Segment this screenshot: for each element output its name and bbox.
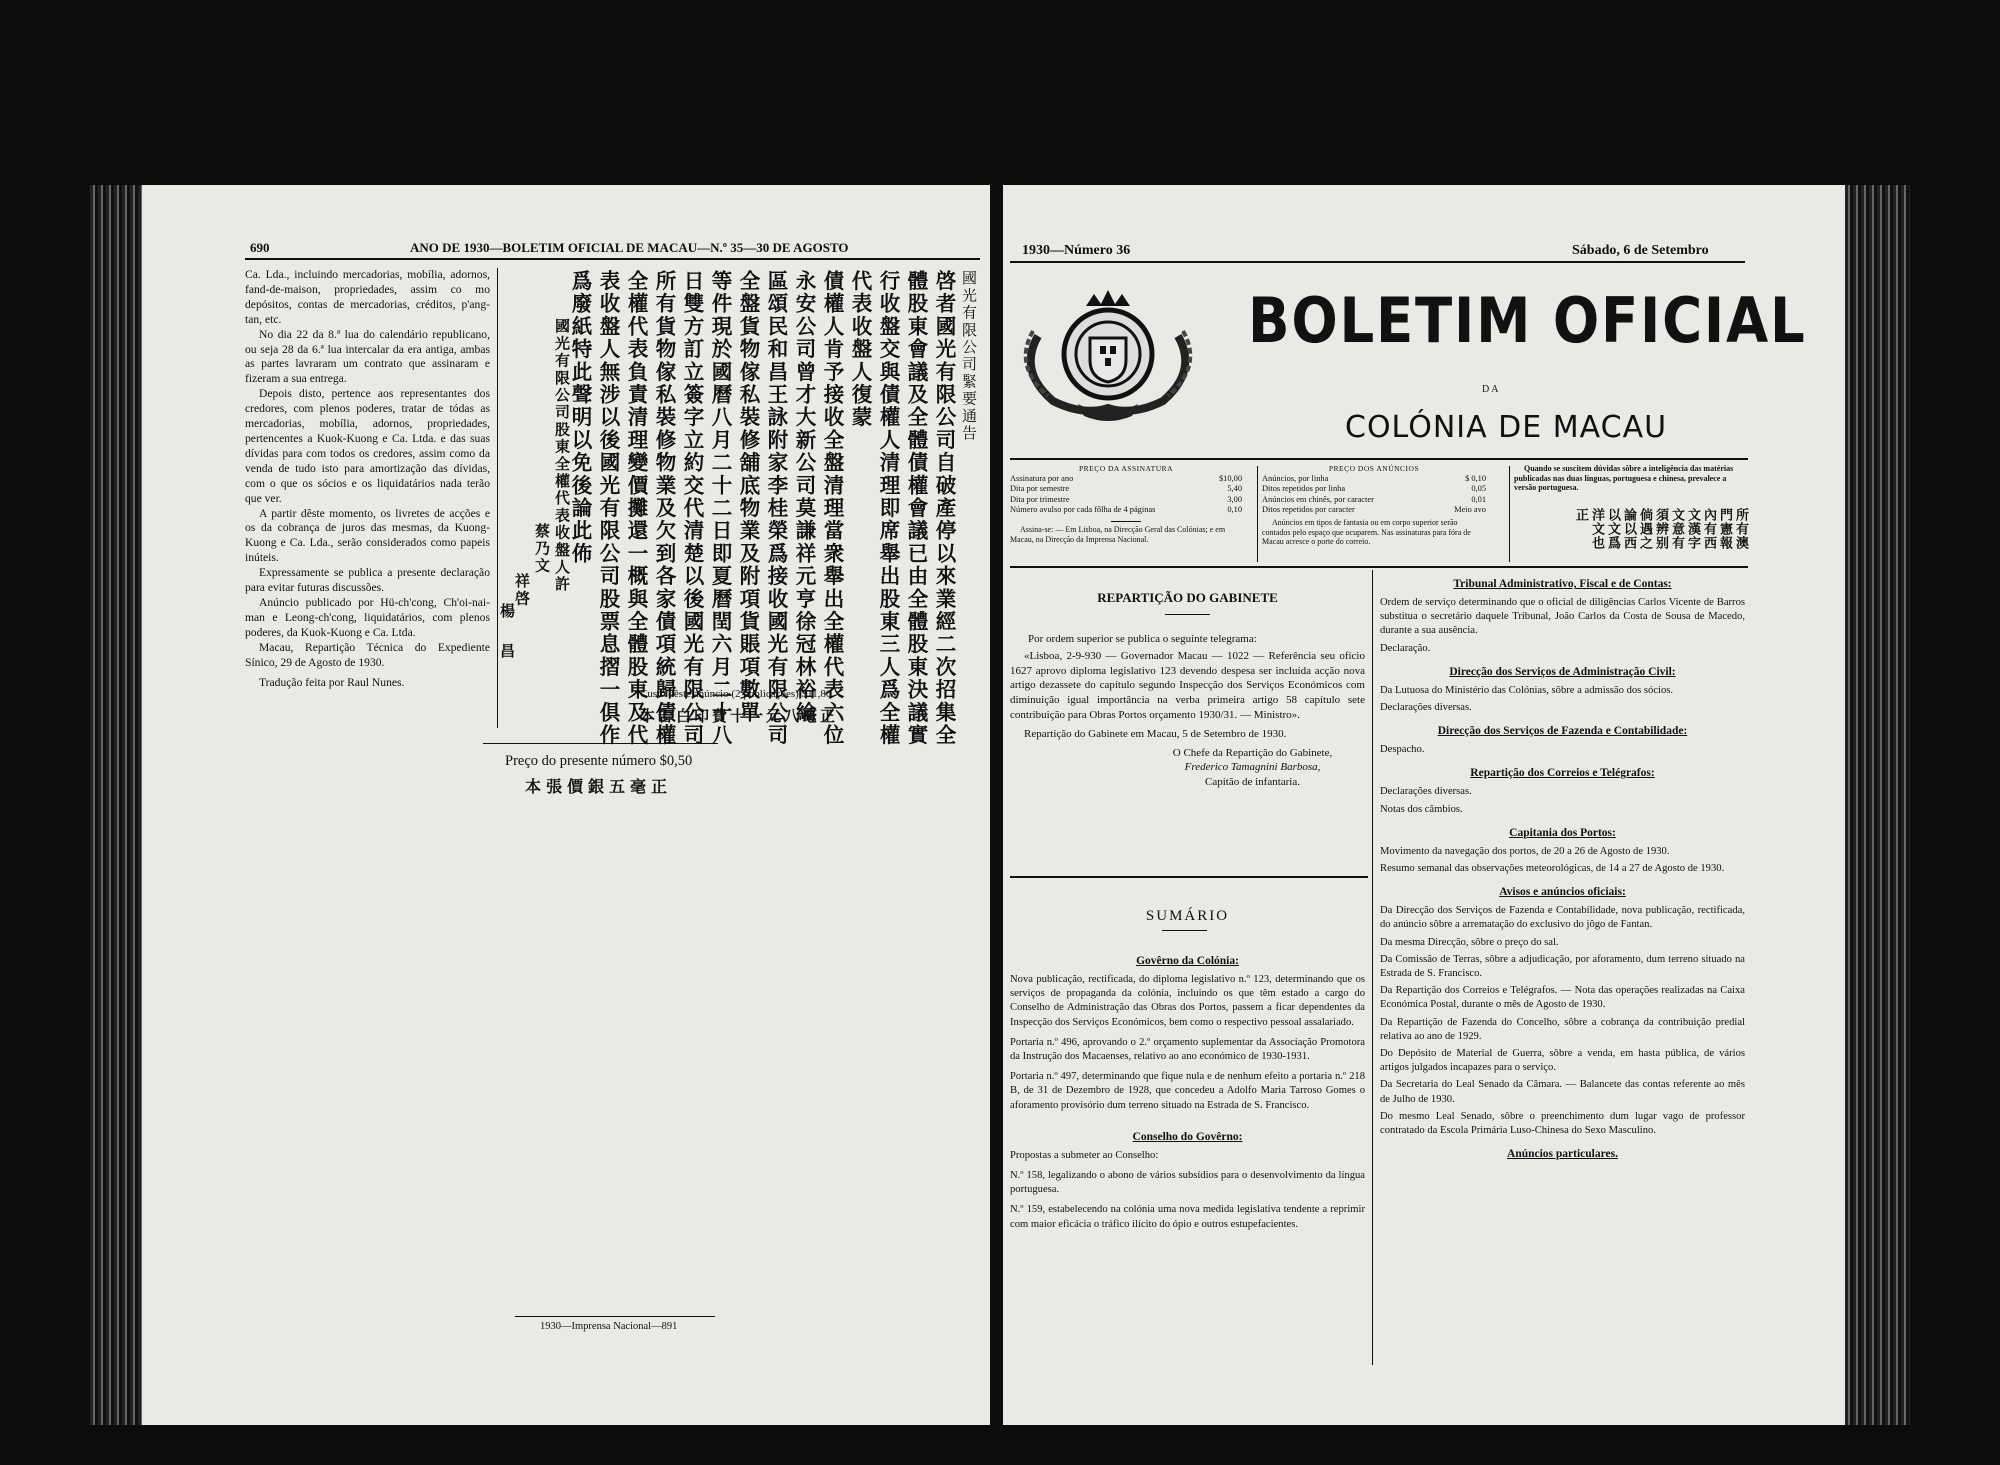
gabinete-place-date: Repartição do Gabinete em Macau, 5 de Setembro de 1930. — [1024, 727, 1287, 740]
right-header-rule — [1010, 261, 1745, 263]
price-rule — [483, 743, 718, 744]
footer-rule — [515, 1316, 715, 1317]
notice-paragraph: Depois disto, pertence aos representantes dos credores, com plenos poderes, tratar de tódas as mercadorias, mobília, adornos, propriedades, pertencentes a Kuok-Kuong e Ca. Ltda. e das suas dívidas para com todos os credores, assim como da venda de tudo isto para amortização das dívidas, com o que os sócios e os liquidatários nada terão que ver. — [245, 387, 490, 505]
price-label: Anúncios em chinês, por caracter — [1262, 494, 1374, 504]
price-label: Número avulso por cada fôlha de 4 páginas — [1010, 504, 1156, 514]
ads-note: Anúncios em tipos de fantasia ou em corpo superior serão contados pelo espaço que ocuparem. Nas assinaturas para fóra de Macau acresce o porte do correio. — [1262, 518, 1471, 547]
price-row — [1262, 474, 1486, 484]
chinese-notice-column: 全權代表負責清理變價攤還一概與全體股東及代 — [624, 270, 648, 747]
sumario-section-title: Repartição dos Correios e Telégrafos: — [1470, 767, 1655, 780]
price-value: $10,00 — [1218, 474, 1242, 484]
left-page-edge — [90, 185, 142, 1425]
issue-price-chinese: 本張價銀五毫正 — [525, 777, 673, 796]
issue-number: 1930—Número 36 — [1022, 243, 1131, 258]
gabinete-body — [1010, 632, 1365, 790]
chinese-note-column: 門憲報 — [1717, 508, 1732, 550]
chinese-note-column: 文漢字 — [1685, 508, 1700, 550]
price-value: 0,01 — [1471, 494, 1486, 504]
price-label: Ditos repetidos por caracter — [1262, 504, 1355, 514]
price-value: 5,40 — [1227, 484, 1242, 494]
notice-paragraph: Ca. Lda., incluindo mercadorias, mobília, adornos, fand-de-maison, propriedades, assim co mo depósitos, contas de mercadorias, créditos, p'ang-tan, etc. — [245, 268, 490, 326]
price-value: 0,05 — [1471, 484, 1486, 494]
chinese-note-column: 正 — [1573, 508, 1588, 522]
chinese-notice-column: 全盤貨物傢私裝修舖底物業及附項貨賬項數單 — [736, 270, 760, 724]
sumario-item: Da Secretaria do Leal Senado da Câmara. — Balancete das contas referente ao mês de Julho de 1930. — [1380, 1079, 1745, 1105]
signature-line: Capitão de infantaria. — [1205, 776, 1300, 789]
sumario-item: Despacho. — [1380, 744, 1425, 756]
chinese-note-column: 內有西 — [1701, 508, 1716, 550]
sumario-item: Da Lutuosa do Ministério das Colónias, sôbre a admissão dos sócios. — [1380, 684, 1674, 696]
price-row — [1010, 495, 1242, 505]
sumario-item: Do Depósito de Material de Guerra, sôbre a venda, em hasta pública, de vários artigos julgados incapazes para o serviço. — [1380, 1048, 1745, 1074]
price-row — [1010, 484, 1242, 494]
sumario-right-column — [1380, 578, 1745, 1166]
column-divider — [497, 268, 498, 728]
sumario-item: Portaria n.º 496, aprovando o 2.º orçamento suplementar da Associação Promotora da Instrução dos Macaenses, relativo ao ano económico de 1930-1931. — [1010, 1036, 1365, 1063]
sumario-item: Portaria n.º 497, determinando que fique nula e de nenhum efeito a portaria n.º 218 B, de 31 de Dezembro de 1928, que concedeu a Adolfo Maria Tarroso Gomes o aforamento provisório dum terreno situado na Estrada de S. Francisco. — [1010, 1071, 1365, 1111]
center-column-divider — [1372, 570, 1373, 1365]
sumario-item: Da Repartição de Fazenda do Concelho, sôbre a cobrança da contribuição predial relativa ao ano de 1929. — [1380, 1016, 1745, 1042]
sumario-item: Ordem de serviço determinando que o oficial de diligências Carlos Vicente de Barros substitua o secretário daquele Tribunal, João Carlos da Costa de Sousa de Macedo, durante a sua ausência. — [1380, 597, 1745, 637]
sumario-item: Propostas a submeter ao Conselho: — [1010, 1149, 1159, 1161]
sumario-section-title: Conselho do Govêrno: — [1132, 1130, 1243, 1143]
language-note: Quando se suscitem dúvidas sôbre a inteligência das matérias publicadas nas duas línguas, portuguesa e chinesa, prevalece a versão portuguesa. — [1514, 464, 1734, 493]
left-page-number: 690 — [250, 240, 270, 255]
notice-paragraph: No dia 22 da 8.ª lua do calendário republicano, ou seja 28 da 6.ª lua intercalar da era antiga, ambas as partes lavraram um contrato que assinaram e fizeram a sua entrega. — [245, 327, 490, 386]
sumario-section-title: Anúncios particulares. — [1507, 1148, 1618, 1161]
sumario-item: Da Comissão de Terras, sôbre a adjudicação, por aforamento, dum terreno situado na Estrada de S. Francisco. — [1380, 953, 1745, 980]
chinese-notice-column: 代表收盤人復蒙 — [848, 270, 872, 429]
signature-column: 蔡乃文 — [533, 523, 551, 575]
chinese-notice-column: 日雙方訂立簽字立約交代清楚以後國光有限公司 — [680, 270, 704, 747]
sumario-item: Movimento da navegação dos portos, de 20 a 26 de Agosto de 1930. — [1380, 845, 1670, 857]
sumario-item: Do mesmo Leal Senado, sôbre o preenchimento dum lugar vago de professor contratado da Escola Primária Luso-Chinesa do Sexo Masculino. — [1380, 1110, 1745, 1137]
chinese-notice-column: 債權人肯予接收全盤清理當衆舉出全權代表六位 — [820, 270, 844, 747]
sumario-section-title: Capitania dos Portos: — [1509, 826, 1616, 839]
chinese-notice-title: 國光有限公司緊要通告 — [960, 270, 978, 442]
coat-of-arms-icon — [1008, 276, 1208, 426]
portuguese-notice — [245, 268, 490, 691]
price-value: $ 0,10 — [1465, 474, 1486, 484]
chinese-notice-column: 體股東會議及全體債權會議已由全體股東決議實 — [904, 270, 928, 747]
issue-price: Preço do presente número $0,50 — [505, 753, 693, 769]
left-page-footer: 1930—Imprensa Nacional—891 — [540, 1321, 678, 1332]
chinese-note-column: 文意有 — [1669, 508, 1684, 550]
prices-bottom-rule — [1010, 566, 1748, 568]
gabinete-intro: Por ordem superior se publica o seguinte telegrama: — [1028, 633, 1257, 645]
ads-prices — [1262, 464, 1486, 547]
price-label: Anúncios, por linha — [1262, 474, 1329, 484]
signature-line: O Chefe da Repartição do Gabinete, — [1172, 746, 1333, 759]
chinese-notice-column: 區頌民和昌王詠附家李桂榮爲接收國光有限公司 — [764, 270, 788, 747]
sumario-item: Da Direcção dos Serviços de Fazenda e Contabilidade, nova publicação, rectificada, do anúncio sôbre a arrematação do exclusivo do jôgo de Fantan. — [1380, 905, 1745, 931]
divider — [1111, 521, 1141, 522]
price-row — [1010, 505, 1242, 515]
subscription-prices — [1010, 464, 1242, 544]
chinese-notice-column: 行收盤交與債權人清理即席舉出股東三人爲全權 — [876, 270, 900, 747]
sumario-item: Notas dos câmbios. — [1380, 803, 1463, 815]
sumario-section-title: Direcção dos Serviços de Fazenda e Contabilidade: — [1437, 725, 1688, 738]
price-value: 0,10 — [1227, 504, 1242, 514]
signature-column: 祥啓 — [513, 573, 531, 608]
sumario-section-title: Govêrno da Colónia: — [1136, 955, 1239, 967]
price-row — [1262, 484, 1486, 494]
price-value: Meio avo — [1454, 504, 1486, 514]
price-label: Ditos repetidos por linha — [1262, 484, 1346, 494]
signature-line: Frederico Tamagnini Barbosa, — [1184, 761, 1321, 774]
ad-cost-chinese: 本告白印費十一元八毫正 — [640, 707, 839, 725]
sumario-heading: SUMÁRIO — [1145, 908, 1230, 924]
chinese-notice-column: 表收盤人無涉以後國光有限公司股票息摺一俱作 — [596, 270, 620, 747]
price-divider — [1257, 466, 1258, 562]
sumario-section-title: Tribunal Administrativo, Fiscal e de Contas: — [1453, 578, 1672, 590]
price-row — [1262, 505, 1486, 515]
sumario-section-title: Avisos e anúncios oficiais: — [1499, 886, 1626, 899]
subscription-note: Assina-se: — Em Lisboa, na Direcção Geral das Colónias; e em Macau, na Direcção da Imprensa Nacional. — [1010, 525, 1226, 544]
chinese-language-note — [1512, 508, 1748, 564]
price-label: Dita por semestre — [1010, 484, 1070, 494]
gabinete-signature — [1010, 746, 1365, 790]
masthead-rule — [1010, 458, 1748, 460]
sumario-item: Declarações diversas. — [1380, 786, 1472, 798]
sumario-item: N.º 158, legalizando o abono de vários subsídios para o desenvolvimento da língua portuguesa. — [1010, 1170, 1365, 1196]
chinese-note-column: 論以西 — [1621, 508, 1636, 550]
chinese-notice-column: 永安公司曾才大新公司莫謙祥元亨徐冠林裕綸 — [792, 270, 816, 724]
sumario-section-title: Direcção dos Serviços de Administração Civil: — [1449, 665, 1676, 678]
chinese-notice-column: 爲廢紙特此聲明以免後論此佈 — [568, 270, 592, 566]
price-row — [1010, 474, 1242, 484]
chinese-note-column: 倘遇之 — [1637, 508, 1652, 550]
sumario-item: Declaração. — [1380, 642, 1431, 654]
masthead-da: DA — [1482, 384, 1501, 395]
chinese-notice-column: 啓者國光有限公司自破產停以來業經二次招集全 — [932, 270, 956, 747]
right-page-edge — [1845, 185, 1910, 1425]
sumario-rule — [1010, 876, 1368, 878]
signature-name: 昌 — [500, 642, 516, 660]
chinese-note-column: 以文爲 — [1605, 508, 1620, 550]
chinese-notice-column: 所有貨物傢私裝修物業及欠到各家債項統歸債權 — [652, 270, 676, 747]
sumario-left-column — [1010, 955, 1365, 1238]
gabinete-heading: REPARTIÇÃO DO GABINETE — [1097, 590, 1278, 605]
notice-paragraph: Anúncio publicado por Hü-ch'cong, Ch'oi-nai-man e Leong-ch'cong, liquidatários, com plenos poderes, da Kuok-Kuong e Ca. Ltda. — [245, 595, 490, 639]
chinese-note-column: 須辨别 — [1653, 508, 1668, 550]
ad-cost: Custo dêste anúncio (2 publicações) $11,80 — [640, 688, 832, 700]
price-label: Dita por trimestre — [1010, 494, 1070, 504]
sumario-item: Da Repartição dos Correios e Telégrafos. — Nota das operações realizadas na Caixa Económica Postal, durante o mês de Agosto de 1930. — [1380, 985, 1745, 1011]
subscription-title: PREÇO DA ASSINATURA — [1078, 464, 1174, 473]
price-divider — [1509, 466, 1510, 562]
sumario-item: N.º 159, estabelecendo na colónia uma nova medida legislativa tendente a reprimir com maior eficácia o tráfico ilícito do ópio e outros estupefacientes. — [1010, 1204, 1365, 1230]
signature-column: 國光有限公司股東全權代表收盤人許 — [553, 318, 571, 594]
sumario-item: Nova publicação, rectificada, do diploma legislativo n.º 123, determinando que os serviços de propaganda da colónia, incluindo os que têm estado a cargo do Conselho de Administração das Obras dos Portos, passem a ficar dependentes da Inspecção dos Serviços Económicos, bem como o respectivo pessoal assalariado. — [1010, 974, 1365, 1028]
divider — [1165, 614, 1210, 615]
chinese-note-column: 所有澳 — [1733, 508, 1748, 550]
left-header-rule — [245, 258, 980, 260]
sumario-item: Da mesma Direcção, sôbre o preço do sal. — [1380, 936, 1559, 948]
ads-list — [1262, 474, 1486, 515]
gabinete-telegram: «Lisboa, 2-9-930 — Governador Macau — 1022 — Referência seu ofício 1627 aprovo diploma legislativo 123 devendo despesa ser incluída acção nova artigo dezassete do capítulo segundo Inspecção dos Serviços Económicos com diminuição igual importância na verba primeira artigo 58 capítulo sete contribuição para Obras Portos orçamento 1930/31. — Ministro». — [1010, 649, 1365, 721]
translation-credit: Tradução feita por Raul Nunes. — [259, 676, 405, 690]
ads-title: PREÇO DOS ANÚNCIOS — [1328, 464, 1420, 473]
price-label: Assinatura por ano — [1010, 474, 1074, 484]
signature-name: 楊 — [500, 602, 516, 620]
left-page-header-title: ANO DE 1930—BOLETIM OFICIAL DE MACAU—N.º 35—30 DE AGOSTO — [410, 240, 849, 255]
sumario-item: Resumo semanal das observações meteorológicas, de 14 a 27 de Agosto de 1930. — [1380, 863, 1725, 875]
chinese-notice-column: 等件現於國曆八月二十二日即夏曆閏六月二十八 — [708, 270, 732, 747]
masthead-subtitle: COLÓNIA DE MACAU — [1345, 410, 1668, 445]
price-row — [1262, 495, 1486, 505]
issue-date: Sábado, 6 de Setembro — [1572, 243, 1709, 258]
chinese-note-column: 洋文也 — [1589, 508, 1604, 550]
subscription-list — [1010, 474, 1242, 515]
notice-paragraph: Expressamente se publica a presente declaração para evitar futuras discussões. — [245, 566, 490, 595]
price-value: 3,00 — [1227, 494, 1242, 504]
notice-paragraph: Macau, Repartição Técnica do Expediente Sínico, 29 de Agosto de 1930. — [245, 640, 490, 669]
sumario-item: Declarações diversas. — [1380, 702, 1472, 714]
masthead-title: BOLETIM OFICIAL — [1248, 284, 1807, 357]
notice-paragraph: A partir dêste momento, os livretes de acções e os da cobrança de juros das mesmas, da Kuong-Kuong e Ca. Lda., serão considerados como papeis inúteis. — [245, 506, 490, 565]
divider — [1162, 930, 1207, 931]
